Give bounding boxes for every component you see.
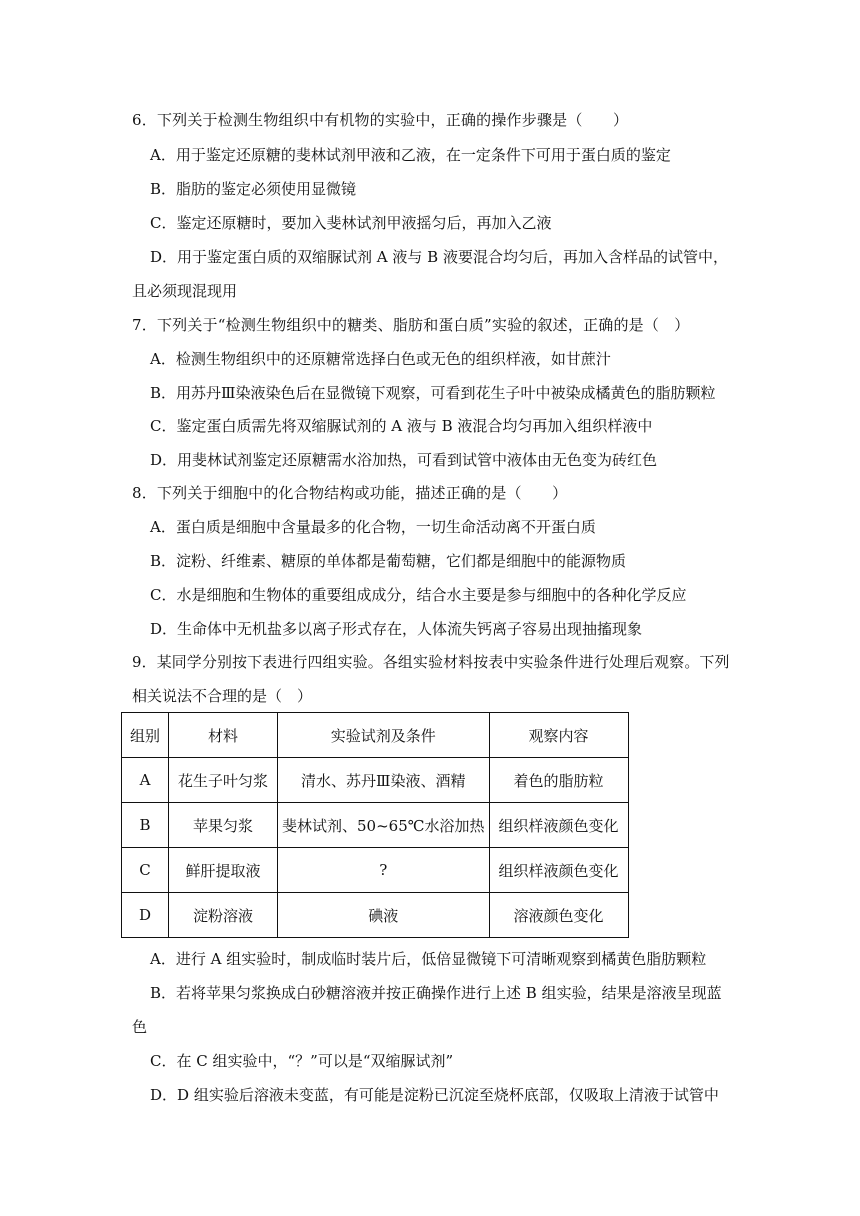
table-cell: D [122, 893, 169, 938]
experiment-table [121, 712, 629, 938]
question-6-stem: 6．下列关于检测生物组织中有机物的实验中，正确的操作步骤是（ ） [132, 111, 629, 129]
question-8-option-a: A．蛋白质是细胞中含量最多的化合物，一切生命活动离不开蛋白质 [150, 518, 596, 536]
table-header-cell: 观察内容 [489, 713, 628, 758]
question-8-stem: 8．下列关于细胞中的化合物结构或功能，描述正确的是（ ） [132, 484, 568, 502]
question-9-option-b: B．若将苹果匀浆换成白砂糖溶液并按正确操作进行上述 B 组实验，结果是溶液呈现蓝 [150, 984, 722, 1002]
table-row [122, 893, 629, 938]
table-header-row [122, 713, 629, 758]
table-header-cell: 实验试剂及条件 [278, 713, 490, 758]
table-cell: 斐林试剂、50~65℃水浴加热 [278, 803, 490, 848]
question-8-option-d: D．生命体中无机盐多以离子形式存在，人体流失钙离子容易出现抽搐现象 [150, 620, 643, 638]
table-cell: 组织样液颜色变化 [489, 848, 628, 893]
question-7-option-a: A．检测生物组织中的还原糖常选择白色或无色的组织样液，如甘蔗汁 [150, 350, 611, 368]
table-cell: 苹果匀浆 [169, 803, 278, 848]
table-row [122, 803, 629, 848]
question-9-option-d: D．D 组实验后溶液未变蓝，有可能是淀粉已沉淀至烧杯底部，仅吸取上清液于试管中 [150, 1086, 719, 1104]
table-header-cell: 材料 [169, 713, 278, 758]
table-cell: 清水、苏丹Ⅲ染液、酒精 [278, 758, 490, 803]
question-7-option-c: C．鉴定蛋白质需先将双缩脲试剂的 A 液与 B 液混合均匀再加入组织样液中 [150, 417, 653, 435]
question-6-option-d-continued: 且必须现混现用 [132, 282, 238, 300]
table-cell: 鲜肝提取液 [169, 848, 278, 893]
table-row [122, 758, 629, 803]
table-cell: 碘液 [278, 893, 490, 938]
question-9-option-c: C．在 C 组实验中，“？”可以是“双缩脲试剂” [150, 1052, 454, 1070]
question-9-stem-continued: 相关说法不合理的是（ ） [132, 687, 313, 705]
table-cell: 溶液颜色变化 [489, 893, 628, 938]
question-7-stem: 7．下列关于“检测生物组织中的糖类、脂肪和蛋白质”实验的叙述，正确的是（ ） [132, 316, 690, 334]
table-cell: 花生子叶匀浆 [169, 758, 278, 803]
question-6-option-a: A．用于鉴定还原糖的斐林试剂甲液和乙液，在一定条件下可用于蛋白质的鉴定 [150, 146, 671, 164]
table-cell: 组织样液颜色变化 [489, 803, 628, 848]
question-8-option-b: B．淀粉、纤维素、糖原的单体都是葡萄糖，它们都是细胞中的能源物质 [150, 552, 627, 570]
table-header-cell: 组别 [122, 713, 169, 758]
table-cell: ? [278, 848, 490, 893]
question-8-option-c: C．水是细胞和生物体的重要组成成分，结合水主要是参与细胞中的各种化学反应 [150, 586, 687, 604]
question-9-option-b-continued: 色 [132, 1018, 148, 1036]
table-cell: A [122, 758, 169, 803]
table-cell: C [122, 848, 169, 893]
question-9-stem: 9．某同学分别按下表进行四组实验。各组实验材料按表中实验条件进行处理后观察。下列 [132, 653, 730, 671]
question-6-option-b: B．脂肪的鉴定必须使用显微镜 [150, 180, 357, 198]
question-6-option-d: D．用于鉴定蛋白质的双缩脲试剂 A 液与 B 液要混合均匀后，再加入含样品的试管中， [150, 248, 728, 266]
table-row [122, 848, 629, 893]
question-7-option-d: D．用斐林试剂鉴定还原糖需水浴加热，可看到试管中液体由无色变为砖红色 [150, 451, 658, 469]
table-cell: 淀粉溶液 [169, 893, 278, 938]
table-cell: B [122, 803, 169, 848]
question-7-option-b: B．用苏丹Ⅲ染液染色后在显微镜下观察，可看到花生子叶中被染成橘黄色的脂肪颗粒 [150, 384, 716, 402]
table-cell: 着色的脂肪粒 [489, 758, 628, 803]
question-6-option-c: C．鉴定还原糖时，要加入斐林试剂甲液摇匀后，再加入乙液 [150, 214, 552, 232]
question-9-option-a: A．进行 A 组实验时，制成临时装片后，低倍显微镜下可清晰观察到橘黄色脂肪颗粒 [150, 950, 707, 968]
